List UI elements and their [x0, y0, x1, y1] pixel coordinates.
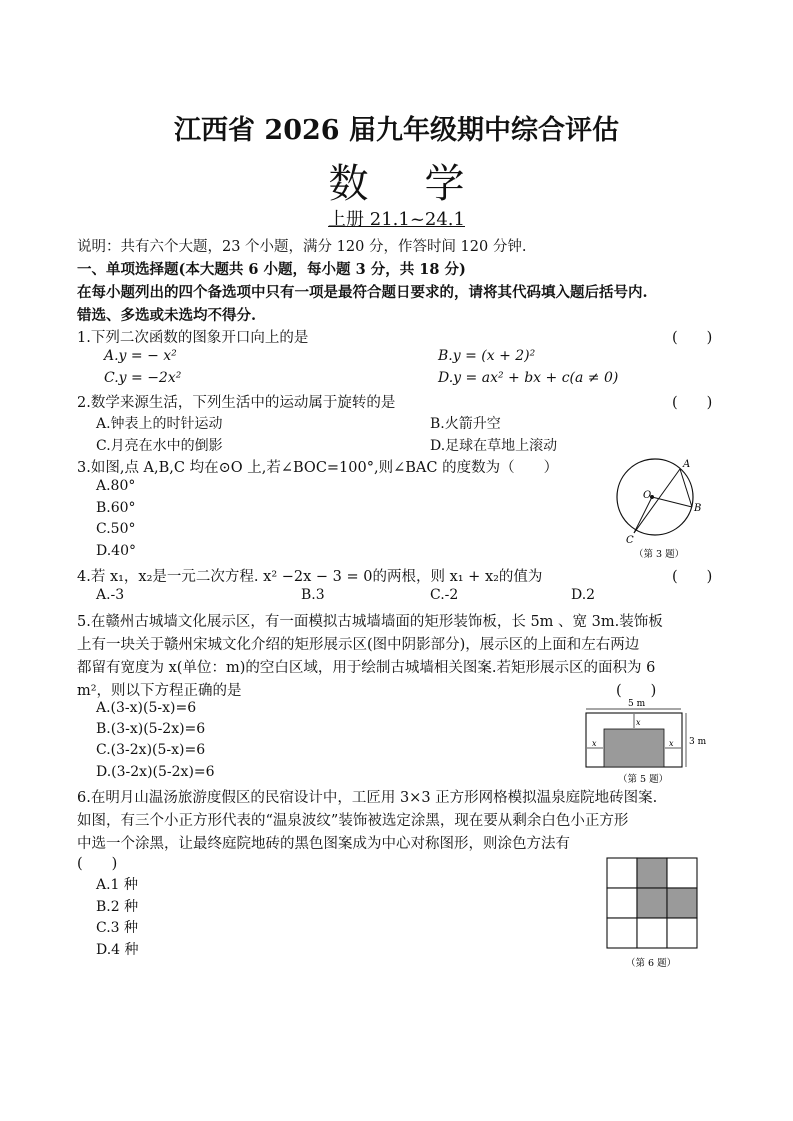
q4-answer-paren: ( )	[672, 569, 713, 585]
q2-answer-paren: ( )	[672, 395, 713, 411]
grid-cell-blank	[667, 918, 697, 948]
grid-cell-blank	[607, 858, 637, 888]
exam-title: 江西省 2026 届九年级期中综合评估	[174, 115, 619, 146]
q6-grid-figure	[604, 856, 702, 972]
q3-option-b: B.60°	[96, 500, 136, 516]
grid-cell-blank	[637, 918, 667, 948]
q6-answer-paren: ( )	[77, 856, 118, 872]
label-c: C	[626, 535, 634, 546]
q6-option-b: B.2 种	[96, 899, 139, 915]
grid-cell-shaded	[637, 858, 667, 888]
q1-option-b: B.y = (x + 2)²	[438, 348, 536, 364]
width-label: 5 m	[628, 699, 646, 709]
shaded-display-area	[604, 729, 664, 767]
q5-stem-line3: 都留有宽度为 x(单位：m)的空白区域，用于绘制古城墙相关图案.若矩形展示区的面积为 6	[77, 660, 656, 676]
q6-option-a: A.1 种	[96, 877, 138, 893]
height-label: 3 m	[689, 737, 707, 747]
q2-stem: 2.数学来源生活，下列生活中的运动属于旋转的是	[77, 395, 396, 411]
top-gap-label: x	[636, 718, 641, 727]
q5-rectangle-figure	[578, 698, 716, 786]
q5-stem-line1: 5.在赣州古城墙文化展示区，有一面模拟古城墙墙面的矩形装饰板，长 5m 、宽 3m.装饰板	[77, 614, 663, 630]
q3-option-c: C.50°	[96, 521, 136, 537]
section1-title: 一、单项选择题(本大题共 6 小题，每小题 3 分，共 18 分)	[77, 261, 466, 278]
q5-option-c: C.(3-2x)(5-x)=6	[96, 742, 206, 758]
section1-instruction-2: 错选、多选或未选均不得分.	[77, 307, 257, 324]
q4-option-b: B.3	[301, 587, 325, 603]
q2-option-a: A.钟表上的时针运动	[96, 416, 223, 432]
q4-option-d: D.2	[571, 587, 596, 603]
q4-stem: 4.若 x₁，x₂是一元二次方程. x² −2x − 3 = 0的两根，则 x₁ + x₂的值为	[77, 569, 543, 585]
q3-caption: （第 3 题）	[634, 549, 685, 560]
q4-option-c: C.-2	[430, 587, 459, 603]
exam-note: 说明：共有六个大题，23 个小题，满分 120 分，作答时间 120 分钟.	[77, 239, 527, 255]
q5-stem-line4: m²，则以下方程正确的是	[77, 683, 242, 699]
grid-cell-blank	[607, 918, 637, 948]
segment-ob	[652, 497, 692, 507]
segment-ac	[634, 469, 680, 533]
q2-option-c: C.月亮在水中的倒影	[96, 438, 223, 454]
q6-caption: （第 6 题）	[626, 958, 677, 969]
q5-option-a: A.(3-x)(5-x)=6	[96, 700, 197, 716]
label-o: O	[643, 490, 652, 501]
grid-cell-blank	[667, 858, 697, 888]
q1-option-d: D.y = ax² + bx + c(a ≠ 0)	[438, 370, 619, 386]
q6-option-d: D.4 种	[96, 942, 139, 958]
grid-cells	[607, 858, 697, 948]
q2-option-b: B.火箭升空	[430, 416, 501, 432]
q1-stem: 1.下列二次函数的图象开口向上的是	[77, 330, 309, 346]
q6-stem-line3: 中选一个涂黑，让最终庭院地砖的黑色图案成为中心对称图形，则涂色方法有	[77, 836, 570, 852]
right-gap-label: x	[669, 739, 674, 748]
q6-option-c: C.3 种	[96, 920, 139, 936]
q5-answer-paren: ( )	[616, 683, 657, 699]
q1-option-a: A.y = − x²	[104, 348, 177, 364]
subject-title: 数学	[328, 161, 521, 207]
q2-option-d: D.足球在草地上滚动	[430, 438, 558, 454]
q6-stem-line2: 如图，有三个小正方形代表的“温泉波纹”装饰被选定涂黑，现在要从剩余白色小正方形	[77, 813, 629, 829]
section1-instruction: 在每小题列出的四个备选项中只有一项是最符合题日要求的，请将其代码填入题后括号内.	[77, 284, 648, 301]
label-b: B	[694, 503, 702, 514]
q4-option-a: A.-3	[96, 587, 125, 603]
q3-circle-figure	[608, 455, 718, 561]
q5-option-b: B.(3-x)(5-2x)=6	[96, 721, 206, 737]
q6-stem-line1: 6.在明月山温汤旅游度假区的民宿设计中，工匠用 3×3 正方形网格模拟温泉庭院地砖图案.	[77, 790, 658, 806]
q5-option-d: D.(3-2x)(5-2x)=6	[96, 764, 215, 780]
q5-caption: （第 5 题）	[618, 774, 669, 785]
q1-option-c: C.y = −2x²	[104, 370, 182, 386]
scope-range: 上册 21.1~24.1	[328, 209, 465, 230]
q3-option-d: D.40°	[96, 543, 136, 559]
q1-answer-paren: ( )	[672, 330, 713, 346]
left-gap-label: x	[592, 739, 597, 748]
circle-o	[617, 459, 693, 535]
q5-stem-line2: 上有一块关于赣州宋城文化介绍的矩形展示区(图中阴影部分)，展示区的上面和左右两边	[77, 637, 640, 653]
grid-cell-shaded	[637, 888, 667, 918]
label-a: A	[683, 459, 691, 470]
segment-oc	[634, 497, 652, 533]
grid-cell-blank	[607, 888, 637, 918]
grid-cell-shaded	[667, 888, 697, 918]
q3-option-a: A.80°	[96, 478, 136, 494]
q3-stem: 3.如图,点 A,B,C 均在⊙O 上,若∠BOC=100°,则∠BAC 的度数为（ ）	[77, 460, 559, 476]
